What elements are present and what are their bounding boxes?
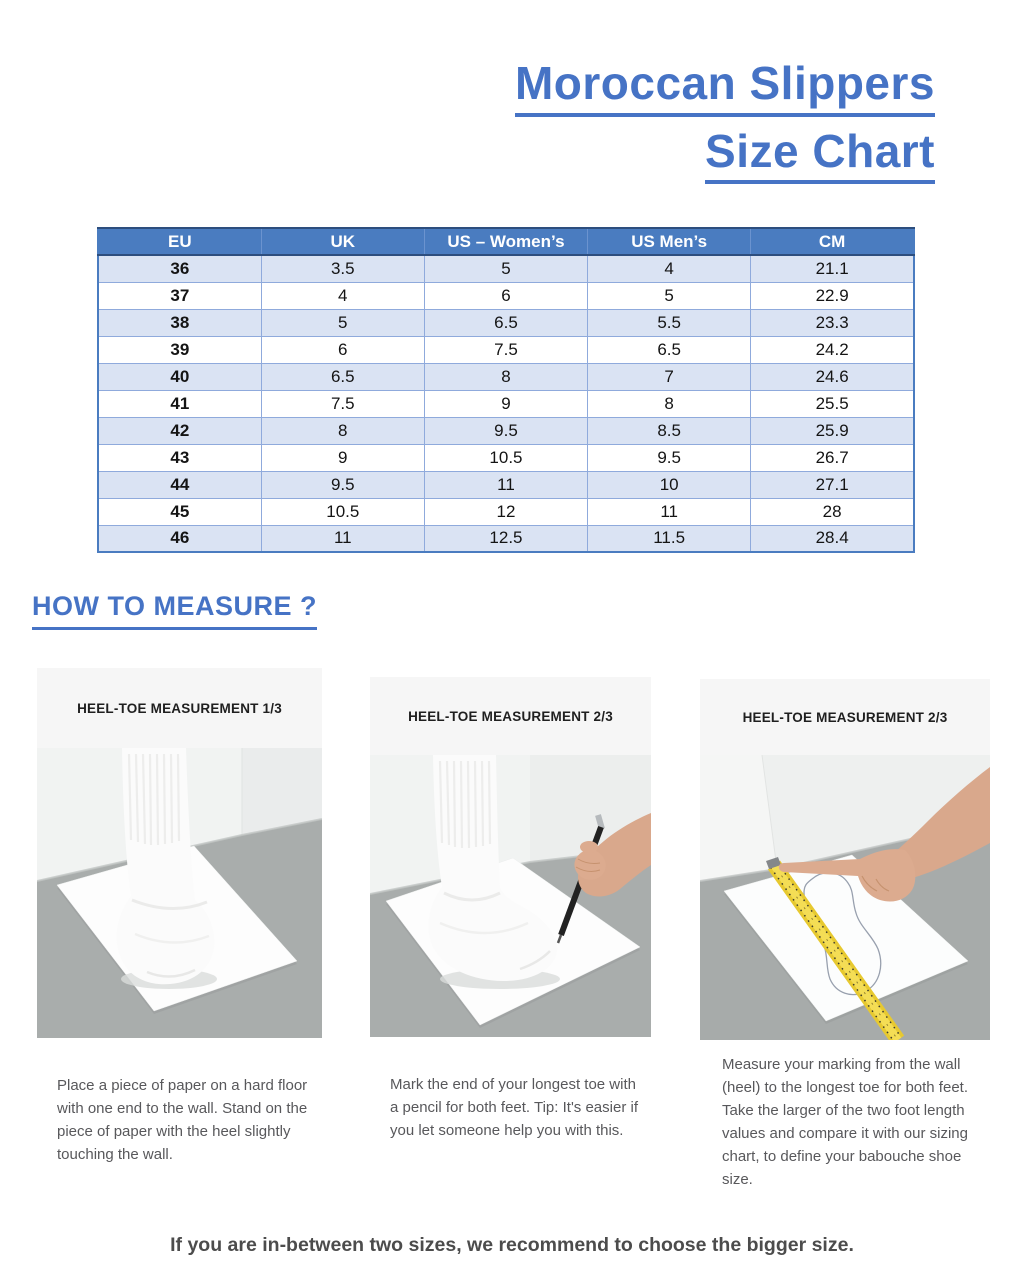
table-row xyxy=(98,309,914,336)
size-table xyxy=(97,227,915,553)
eu-size-cell: 46 xyxy=(98,525,261,552)
step-1-description: Place a piece of paper on a hard floor with one end to the wall. Stand on the piece of paper with the heel slightly touching the wall. xyxy=(57,1077,308,1163)
size-cell: 28.4 xyxy=(751,525,914,552)
eu-size-cell: 41 xyxy=(98,390,261,417)
size-cell: 22.9 xyxy=(751,282,914,309)
size-cell: 11.5 xyxy=(588,525,751,552)
eu-size-cell: 39 xyxy=(98,336,261,363)
size-cell: 6.5 xyxy=(588,336,751,363)
column-header: UK xyxy=(261,228,424,255)
size-cell: 11 xyxy=(588,498,751,525)
step-2-title: HEEL-TOE MEASUREMENT 2/3 xyxy=(370,677,651,755)
size-cell: 9 xyxy=(261,444,424,471)
table-row xyxy=(98,498,914,525)
eu-size-cell: 45 xyxy=(98,498,261,525)
eu-size-cell: 37 xyxy=(98,282,261,309)
size-cell: 10 xyxy=(588,471,751,498)
size-cell: 5.5 xyxy=(588,309,751,336)
size-cell: 25.9 xyxy=(751,417,914,444)
footer-note: If you are in-between two sizes, we recommend to choose the bigger size. xyxy=(170,1234,854,1256)
step-2-photo xyxy=(370,755,651,1037)
table-row xyxy=(98,525,914,552)
size-cell: 28 xyxy=(751,498,914,525)
eu-size-cell: 44 xyxy=(98,471,261,498)
size-cell: 10.5 xyxy=(424,444,587,471)
table-row xyxy=(98,417,914,444)
size-cell: 7 xyxy=(588,363,751,390)
eu-size-cell: 36 xyxy=(98,255,261,282)
step-3-title: HEEL-TOE MEASUREMENT 2/3 xyxy=(700,679,990,755)
column-header: EU xyxy=(98,228,261,255)
sock-foot-on-paper-illustration xyxy=(37,748,322,1038)
eu-size-cell: 38 xyxy=(98,309,261,336)
size-cell: 10.5 xyxy=(261,498,424,525)
size-cell: 9.5 xyxy=(261,471,424,498)
size-cell: 11 xyxy=(261,525,424,552)
size-cell: 6.5 xyxy=(424,309,587,336)
page-title-line-2: Size Chart xyxy=(515,126,935,185)
size-cell: 4 xyxy=(261,282,424,309)
table-row xyxy=(98,444,914,471)
table-row xyxy=(98,471,914,498)
size-cell: 5 xyxy=(424,255,587,282)
size-cell: 6.5 xyxy=(261,363,424,390)
size-cell: 8 xyxy=(261,417,424,444)
tape-measure-illustration xyxy=(700,755,990,1040)
measure-step-card-2 xyxy=(370,677,651,1142)
table-row xyxy=(98,255,914,282)
size-cell: 3.5 xyxy=(261,255,424,282)
measure-step-card-1 xyxy=(37,668,322,1166)
size-cell: 8.5 xyxy=(588,417,751,444)
size-cell: 6 xyxy=(424,282,587,309)
size-cell: 25.5 xyxy=(751,390,914,417)
size-cell: 9.5 xyxy=(588,444,751,471)
size-cell: 26.7 xyxy=(751,444,914,471)
size-cell: 5 xyxy=(588,282,751,309)
size-cell: 7.5 xyxy=(424,336,587,363)
size-cell: 9 xyxy=(424,390,587,417)
eu-size-cell: 40 xyxy=(98,363,261,390)
how-to-measure-heading: HOW TO MEASURE ? xyxy=(32,591,317,630)
size-table-head xyxy=(98,228,914,255)
table-row xyxy=(98,336,914,363)
size-cell: 8 xyxy=(588,390,751,417)
size-cell: 24.2 xyxy=(751,336,914,363)
measure-step-card-3 xyxy=(700,679,990,1191)
size-cell: 12 xyxy=(424,498,587,525)
step-3-description: Measure your marking from the wall (heel) to the longest toe for both feet. Take the larger of the two foot length values and compare it with our sizing chart, to define your babouche shoe size. xyxy=(722,1056,968,1188)
size-cell: 27.1 xyxy=(751,471,914,498)
size-cell: 9.5 xyxy=(424,417,587,444)
size-cell: 4 xyxy=(588,255,751,282)
step-1-photo xyxy=(37,748,322,1038)
table-row xyxy=(98,282,914,309)
column-header: CM xyxy=(751,228,914,255)
table-row xyxy=(98,390,914,417)
size-cell: 7.5 xyxy=(261,390,424,417)
eu-size-cell: 42 xyxy=(98,417,261,444)
table-row xyxy=(98,363,914,390)
column-header: US – Women’s xyxy=(424,228,587,255)
size-cell: 8 xyxy=(424,363,587,390)
size-cell: 12.5 xyxy=(424,525,587,552)
size-cell: 6 xyxy=(261,336,424,363)
size-cell: 24.6 xyxy=(751,363,914,390)
column-header: US Men’s xyxy=(588,228,751,255)
page-title xyxy=(515,58,935,193)
page-title-line-1: Moroccan Slippers xyxy=(515,58,935,117)
step-1-title: HEEL-TOE MEASUREMENT 1/3 xyxy=(37,668,322,748)
size-cell: 11 xyxy=(424,471,587,498)
size-cell: 23.3 xyxy=(751,309,914,336)
eu-size-cell: 43 xyxy=(98,444,261,471)
size-cell: 21.1 xyxy=(751,255,914,282)
pencil-marking-illustration xyxy=(370,755,651,1037)
size-cell: 5 xyxy=(261,309,424,336)
step-3-photo xyxy=(700,755,990,1040)
size-table-body xyxy=(98,255,914,552)
step-2-description: Mark the end of your longest toe with a pencil for both feet. Tip: It's easier if you let someone help you with this. xyxy=(390,1076,638,1139)
table-header-row xyxy=(98,228,914,255)
